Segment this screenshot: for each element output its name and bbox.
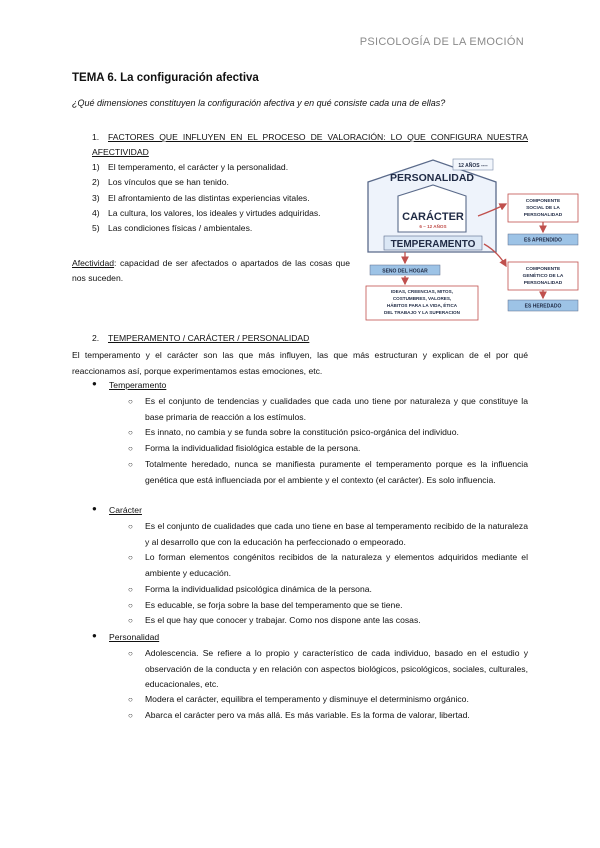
list-item [128, 394, 528, 425]
social-line: COMPONENTE [525, 199, 561, 204]
sub-bullet-icon: ○ [128, 711, 133, 720]
personalidad-label: PERSONALIDAD [389, 172, 475, 184]
section-2-intro: El temperamento y el carácter son las que más influyen, las que más estructuran y explican de el por qué reaccionamos así, porque experimentamos estas emociones, etc. [72, 350, 528, 376]
afectividad-text: : capacidad de ser afectados o apartados de las cosas que nos suceden. [72, 258, 350, 283]
list-item [128, 692, 528, 708]
sub-bullet-icon: ○ [128, 601, 133, 610]
social-line: SOCIAL DE LA [526, 206, 560, 211]
sub-bullet-icon: ○ [128, 695, 133, 704]
list-item [128, 457, 528, 488]
sub-bullet-icon: ○ [128, 444, 133, 453]
list-text: Adolescencia. Se refiere a lo propio y característico de cada individuo, basado en el estudio y observación de la conducta y en relación con aspectos biológicos, psicológicos, sociales, culturales, educacionales, etc. [145, 648, 528, 689]
list-item [128, 708, 528, 724]
caracter-label: CARÁCTER [402, 211, 464, 223]
guiding-question: ¿Qué dimensiones constituyen la configuración afectiva y en qué consiste cada una de ellas? [72, 98, 446, 108]
genetico-line: COMPONENTE [525, 267, 561, 272]
bullet-dot: ● [92, 631, 97, 640]
genetico-line: PERSONALIDAD [523, 281, 563, 286]
list-item [92, 221, 321, 236]
section-1-title: FACTORES QUE INFLUYEN EN EL PROCESO DE VALORACIÓN: LO QUE CONFIGURA NUESTRA AFECTIVIDAD [92, 132, 528, 157]
list-text: Lo forman elementos congénitos recibidos de la naturaleza y elementos adquiridos mediante el ambiente y educación. [145, 552, 528, 578]
list-number: 4) [92, 207, 100, 218]
ideas-line: IDEAS, CREENCIAS, MITOS, [391, 289, 453, 294]
sub-bullet-icon: ○ [128, 553, 133, 562]
afectividad-definition [72, 256, 350, 286]
list-number: 3) [92, 192, 100, 203]
list-text: Es el que hay que conocer y trabajar. Como nos dispone ante las cosas. [145, 615, 421, 625]
seno-label: SENO DEL HOGAR [382, 268, 428, 275]
list-text: Abarca el carácter pero va más allá. Es más variable. Es la forma de valorar, libertad. [145, 710, 470, 720]
list-item [128, 582, 528, 598]
list-text: Totalmente heredado, nunca se manifiesta puramente el temperamento porque es la influencia genética que está influenciada por el ambiente y el contexto (el carácter). Es solo influencia. [145, 459, 528, 485]
list-text: Las condiciones físicas / ambientales. [108, 223, 253, 234]
genetico-line: GENÉTICO DE LA [522, 274, 564, 279]
list-text: Es el conjunto de tendencias y cualidades que cada uno tiene por naturaleza y que constituye la base primaria de reacción a los estímulos. [145, 396, 528, 422]
list-text: Forma la individualidad fisiológica estable de la persona. [145, 443, 361, 453]
list-text: La cultura, los valores, los ideales y virtudes adquiridas. [108, 207, 321, 218]
list-text: Modera el carácter, equilibra el temperamento y disminuye el determinismo orgánico. [145, 694, 469, 704]
years-top-label: 12 AÑOS ---- [458, 163, 488, 169]
ideas-line: DEL TRABAJO Y LA SUPERACION [384, 310, 460, 315]
sub-bullet-icon: ○ [128, 428, 133, 437]
list-item [128, 441, 528, 457]
list-item [128, 598, 528, 614]
years-mid-label: 6 – 12 AÑOS [419, 224, 447, 229]
list-text: Es innato, no cambia y se funda sobre la constitución psico-orgánica del individuo. [145, 427, 459, 437]
list-text: El temperamento, el carácter y la personalidad. [108, 162, 289, 172]
aprendido-label: ES APRENDIDO [524, 237, 562, 244]
personality-diagram [358, 152, 596, 327]
ideas-line: HÁBITOS PARA LA VIDA, ÉTICA [386, 303, 458, 308]
list-item [128, 550, 528, 581]
sub-bullet-icon: ○ [128, 397, 133, 406]
list-item [128, 425, 528, 441]
list-text: Forma la individualidad psicológica dinámica de la persona. [145, 584, 372, 594]
list-item [128, 646, 528, 693]
sub-bullet-icon: ○ [128, 649, 133, 658]
page-title: TEMA 6. La configuración afectiva [72, 72, 259, 84]
list-item [128, 613, 528, 629]
list-number: 1) [92, 162, 100, 172]
course-header: PSICOLOGÍA DE LA EMOCIÓN [359, 36, 524, 48]
list-text: Es el conjunto de cualidades que cada uno tiene en base al temperamento recibido de la naturaleza y al desarrollo que con la educación ha perfeccionado o empeorado. [145, 521, 528, 547]
bullet-label: Personalidad [109, 632, 160, 642]
section-2-heading [92, 333, 309, 343]
section-2-title: TEMPERAMENTO / CARÁCTER / PERSONALIDAD [108, 333, 310, 343]
sub-bullet-icon: ○ [128, 616, 133, 625]
afectividad-term: Afectividad [72, 258, 115, 268]
sub-bullet-icon: ○ [128, 585, 133, 594]
list-item [92, 160, 321, 175]
list-item [128, 519, 528, 550]
list-number: 2) [92, 177, 100, 188]
factors-list [92, 160, 321, 236]
list-item [92, 191, 321, 206]
bullet-label: Carácter [109, 505, 142, 515]
sub-bullet-icon: ○ [128, 522, 133, 531]
list-number: 5) [92, 223, 100, 234]
list-text: Es educable, se forja sobre la base del temperamento que se tiene. [145, 600, 403, 610]
temperamento-label: TEMPERAMENTO [390, 239, 476, 250]
list-item [92, 206, 321, 221]
bullet-dot: ● [92, 379, 97, 388]
list-item [92, 175, 321, 190]
heredado-label: ES HEREDADO [524, 303, 562, 310]
section-2-number: 2. [92, 333, 100, 343]
social-line: PERSONALIDAD [523, 213, 563, 218]
section-1-number: 1. [92, 132, 100, 142]
bullet-dot: ● [92, 504, 97, 513]
list-text: El afrontamiento de las distintas experiencias vitales. [108, 192, 310, 203]
ideas-line: COSTUMBRES, VALORES, [392, 296, 452, 301]
bullet-label: Temperamento [109, 380, 167, 390]
list-text: Los vínculos que se han tenido. [108, 177, 229, 188]
sub-bullet-icon: ○ [128, 460, 133, 469]
